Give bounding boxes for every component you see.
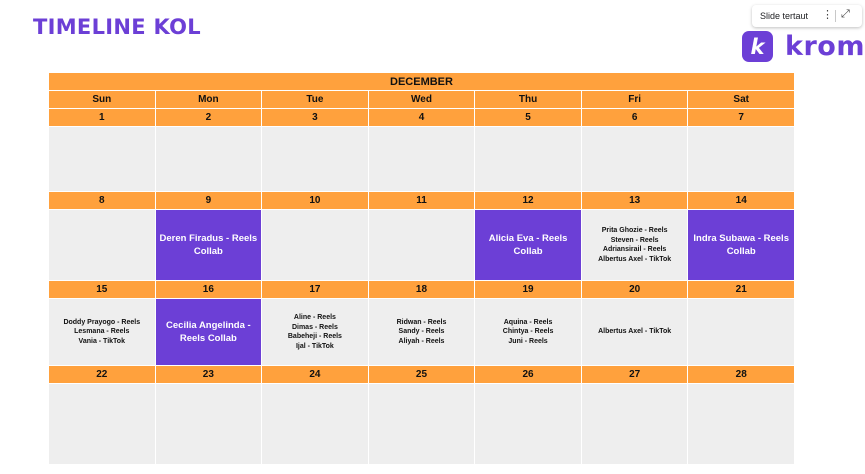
event-entry: Chintya - Reels	[502, 328, 554, 336]
event-list	[288, 313, 342, 351]
event-entry: Cecilia Angelinda - Reels Collab	[166, 320, 251, 344]
day-cell	[369, 210, 475, 280]
event-entry: Ridwan - Reels	[396, 318, 447, 326]
date-number: 22	[49, 366, 155, 383]
chip-divider	[835, 10, 836, 22]
day-cell	[49, 210, 155, 280]
event-entry: Albertus Axel - TikTok	[598, 328, 672, 336]
weekday-header: Thu	[475, 91, 581, 108]
date-number: 11	[369, 192, 475, 209]
event-list	[690, 232, 792, 258]
date-number: 21	[688, 281, 794, 298]
date-number: 15	[49, 281, 155, 298]
day-cell	[475, 384, 581, 464]
day-cell	[369, 127, 475, 191]
day-cell	[688, 384, 794, 464]
day-cell	[688, 299, 794, 365]
event-entry: Indra Subawa - Reels Collab	[693, 233, 789, 257]
date-number: 8	[49, 192, 155, 209]
event-entry: Dimas - Reels	[291, 323, 338, 331]
event-entry: Prita Ghozie - Reels	[601, 227, 668, 234]
brand-wordmark: krom	[785, 31, 865, 62]
event-entry: Aline - Reels	[293, 314, 336, 321]
day-cell	[582, 299, 688, 365]
day-cell	[369, 384, 475, 464]
day-cell	[262, 210, 368, 280]
event-list	[598, 226, 671, 264]
date-number: 20	[582, 281, 688, 298]
event-list	[477, 232, 579, 258]
calendar-table	[49, 73, 794, 464]
event-list	[158, 232, 260, 258]
event-entry: Adriansirail - Reels	[602, 246, 667, 253]
day-cell	[49, 384, 155, 464]
date-number: 23	[156, 366, 262, 383]
date-number: 7	[688, 109, 794, 126]
day-cell	[475, 127, 581, 191]
event-entry: Sandy - Reels	[398, 328, 445, 336]
day-cell	[262, 127, 368, 191]
date-number: 18	[369, 281, 475, 298]
event-entry: Steven - Reels	[610, 236, 659, 244]
event-entry: Deren Firadus - Reels Collab	[159, 233, 258, 257]
event-list	[397, 318, 447, 347]
event-entry: Ijal - TikTok	[295, 342, 334, 350]
event-entry: Albertus Axel - TikTok	[598, 255, 672, 263]
date-number: 9	[156, 192, 262, 209]
date-number: 28	[688, 366, 794, 383]
date-number: 17	[262, 281, 368, 298]
date-number: 24	[262, 366, 368, 383]
event-list	[598, 327, 671, 337]
date-number: 1	[49, 109, 155, 126]
event-entry: Doddy Prayogo - Reels	[63, 318, 141, 326]
day-cell	[582, 384, 688, 464]
day-cell	[369, 299, 475, 365]
day-cell	[475, 299, 581, 365]
event-entry: Babeheji - Reels	[287, 333, 342, 340]
day-cell	[582, 127, 688, 191]
event-entry: Juni - Reels	[508, 337, 548, 345]
linked-slide-chip[interactable]	[752, 5, 862, 27]
event-entry: Aquina - Reels	[503, 318, 553, 326]
event-entry: Alicia Eva - Reels Collab	[488, 233, 568, 257]
day-cell	[156, 127, 262, 191]
date-number: 10	[262, 192, 368, 209]
linked-slide-label: Slide tertaut	[760, 11, 809, 21]
event-entry: Vania - TikTok	[78, 337, 125, 345]
weekday-header: Tue	[262, 91, 368, 108]
day-cell	[262, 384, 368, 464]
weekday-header: Mon	[156, 91, 262, 108]
weekday-header: Fri	[582, 91, 688, 108]
date-number: 14	[688, 192, 794, 209]
date-number: 12	[475, 192, 581, 209]
date-number: 6	[582, 109, 688, 126]
event-list	[63, 318, 140, 347]
day-cell	[49, 299, 155, 365]
more-vert-icon[interactable]: ⋮	[822, 9, 833, 21]
date-number: 4	[369, 109, 475, 126]
unlink-icon[interactable]: ⤢	[841, 8, 850, 20]
collab-event-cell	[156, 299, 262, 365]
event-entry: Aliyah - Reels	[398, 337, 445, 345]
collab-event-cell	[688, 210, 794, 280]
day-cell	[156, 384, 262, 464]
day-cell	[49, 127, 155, 191]
brand-mark-icon: k	[742, 31, 773, 62]
weekday-header: Wed	[369, 91, 475, 108]
day-cell	[688, 127, 794, 191]
date-number: 27	[582, 366, 688, 383]
date-number: 26	[475, 366, 581, 383]
brand-logo	[742, 31, 865, 62]
event-list	[503, 318, 554, 347]
weekday-header: Sat	[688, 91, 794, 108]
date-number: 25	[369, 366, 475, 383]
month-header: DECEMBER	[49, 73, 794, 90]
weekday-header: Sun	[49, 91, 155, 108]
day-cell	[262, 299, 368, 365]
event-list	[158, 319, 260, 345]
collab-event-cell	[475, 210, 581, 280]
date-number: 3	[262, 109, 368, 126]
date-number: 5	[475, 109, 581, 126]
date-number: 2	[156, 109, 262, 126]
date-number: 19	[475, 281, 581, 298]
date-number: 13	[582, 192, 688, 209]
day-cell	[582, 210, 688, 280]
collab-event-cell	[156, 210, 262, 280]
date-number: 16	[156, 281, 262, 298]
page-title: TIMELINE KOL	[33, 15, 201, 39]
event-entry: Lesmana - Reels	[74, 328, 130, 336]
